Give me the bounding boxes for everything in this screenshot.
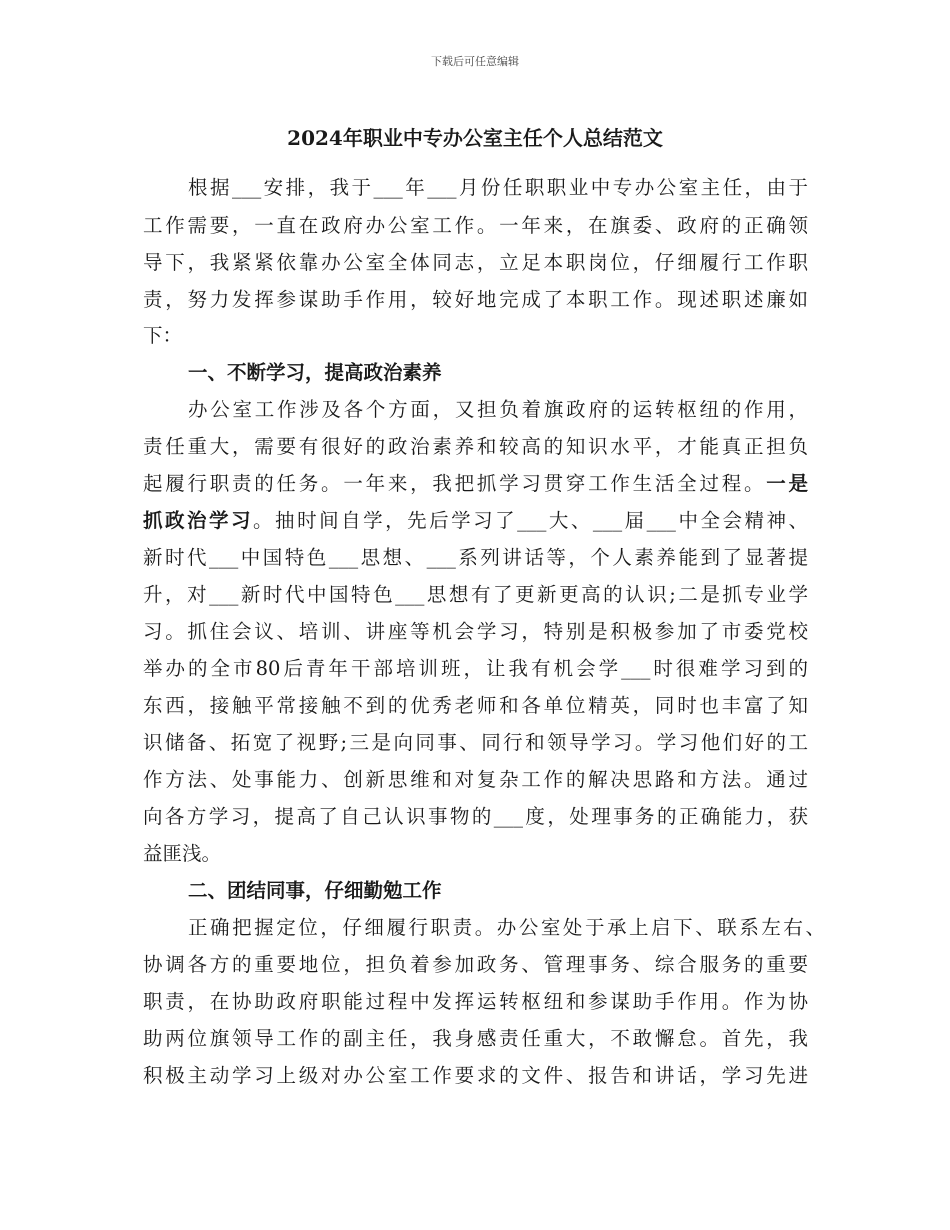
paragraph-line: 责，努力发挥参谋助手作用，较好地完成了本职工作。现述职述廉如 — [143, 288, 808, 311]
paragraph-line: 举办的全市80后青年干部培训班，让我有机会学___时很难学习到的 — [143, 657, 808, 680]
document-title: 2024年职业中专办公室主任个人总结范文 — [287, 126, 663, 150]
paragraph-line: 新时代___中国特色___思想、___系列讲话等，个人素养能到了显著提 — [143, 546, 808, 569]
paragraph-line: 助两位旗领导工作的副主任，我身感责任重大，不敢懈怠。首先，我 — [143, 1027, 808, 1050]
paragraph-line: 办公室工作涉及各个方面，又担负着旗政府的运转枢纽的作用， — [188, 398, 808, 421]
paragraph-line: 益匪浅。 — [143, 842, 222, 865]
paragraph-line: 习。抓住会议、培训、讲座等机会学习，特别是积极参加了市委党校 — [143, 620, 808, 643]
paragraph-text: 。抽时间自学，先后学习了___大、___届___中全会精神、 — [253, 509, 808, 532]
paragraph-line — [143, 466, 808, 502]
paragraph-line: 责任重大，需要有很好的政治素养和较高的知识水平，才能真正担负 — [143, 435, 808, 458]
paragraph-line: 识储备、拓宽了视野;三是向同事、同行和领导学习。学习他们好的工 — [143, 731, 808, 754]
paragraph-line: 向各方学习，提高了自己认识事物的___度，处理事务的正确能力，获 — [143, 805, 808, 828]
paragraph-line: 东西，接触平常接触不到的优秀老师和各单位精英，同时也丰富了知 — [143, 694, 808, 717]
paragraph-line: 升，对___新时代中国特色___思想有了更新更高的认识;二是抓专业学 — [143, 583, 808, 606]
paragraph-line: 作方法、处事能力、创新思维和对复杂工作的解决思路和方法。通过 — [143, 768, 808, 791]
page-header-note: 下载后可任意编辑 — [431, 55, 519, 68]
paragraph-line: 工作需要，一直在政府办公室工作。一年来，在旗委、政府的正确领 — [143, 214, 808, 237]
paragraph-text: 起履行职责的任务。一年来，我把抓学习贯穿工作生活全过程。 — [143, 472, 767, 495]
paragraph-line — [143, 503, 808, 539]
paragraph-line: 协调各方的重要地位，担负着参加政务、管理事务、综合服务的重要 — [143, 953, 808, 976]
paragraph-line: 根据___安排，我于___年___月份任职职业中专办公室主任，由于 — [188, 176, 808, 199]
paragraph-line: 导下，我紧紧依靠办公室全体同志，立足本职岗位，仔细履行工作职 — [143, 251, 808, 274]
emphasis-text: 一是 — [766, 472, 808, 495]
paragraph-line: 下： — [143, 324, 183, 347]
section-heading-2: 二、团结同事，仔细勤勉工作 — [188, 879, 442, 902]
paragraph-line: 职责，在协助政府职能过程中发挥运转枢纽和参谋助手作用。作为协 — [143, 990, 808, 1013]
paragraph-line: 正确把握定位，仔细履行职责。办公室处于承上启下、联系左右、 — [188, 916, 825, 939]
section-heading-1: 一、不断学习，提高政治素养 — [188, 361, 442, 384]
paragraph-line: 积极主动学习上级对办公室工作要求的文件、报告和讲话，学习先进 — [143, 1064, 808, 1087]
emphasis-text: 抓政治学习 — [143, 509, 254, 532]
